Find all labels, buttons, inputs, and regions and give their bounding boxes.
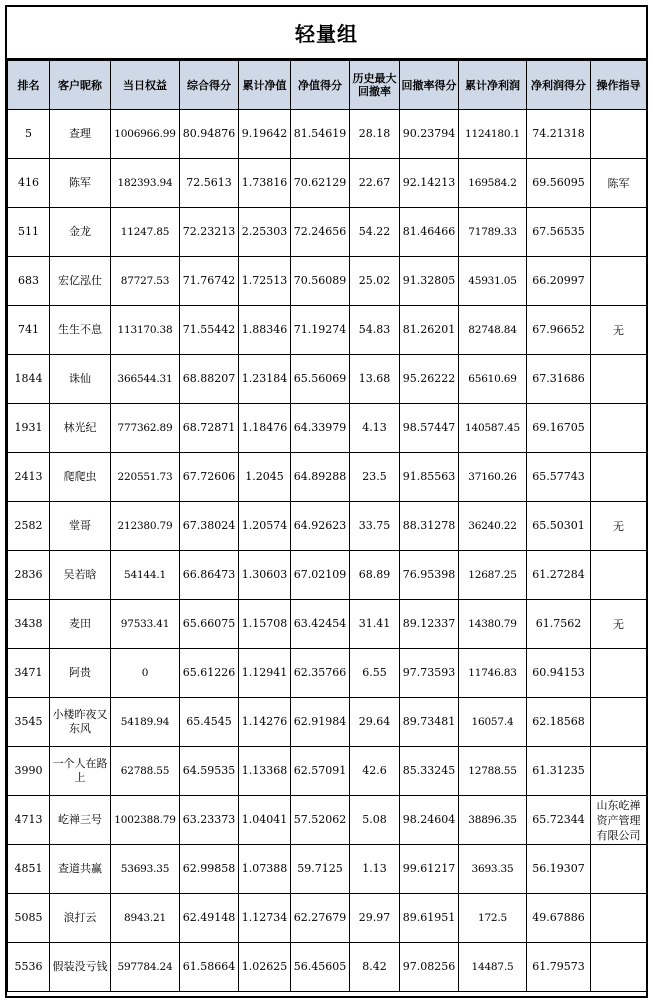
guidance-cell: 无 — [591, 502, 647, 551]
guidance-cell: 陈军 — [591, 159, 647, 208]
total-score-cell: 63.23373 — [180, 796, 239, 845]
table-row — [8, 551, 647, 600]
header-nickname: 客户昵称 — [50, 61, 111, 110]
equity-cell: 97533.41 — [111, 600, 180, 649]
total-score-cell: 68.72871 — [180, 404, 239, 453]
total-score-cell: 80.94876 — [180, 110, 239, 159]
guidance-cell — [591, 845, 647, 894]
nickname-cell: 一个人在路上 — [50, 747, 111, 796]
drawdown-score-cell: 85.33245 — [400, 747, 459, 796]
drawdown-score-cell: 76.95398 — [400, 551, 459, 600]
header-nav: 累计净值 — [239, 61, 291, 110]
nav-score-cell: 67.02109 — [291, 551, 350, 600]
total-score-cell: 67.72606 — [180, 453, 239, 502]
total-score-cell: 71.76742 — [180, 257, 239, 306]
ranking-table — [7, 60, 647, 992]
profit-score-cell: 65.57743 — [527, 453, 591, 502]
net-profit-cell: 82748.84 — [459, 306, 527, 355]
drawdown-cell: 22.67 — [350, 159, 400, 208]
nav-score-cell: 62.57091 — [291, 747, 350, 796]
drawdown-cell: 54.22 — [350, 208, 400, 257]
drawdown-cell: 68.89 — [350, 551, 400, 600]
net-profit-cell: 3693.35 — [459, 845, 527, 894]
drawdown-cell: 29.64 — [350, 698, 400, 747]
rank-cell: 3990 — [8, 747, 50, 796]
drawdown-cell: 13.68 — [350, 355, 400, 404]
equity-cell: 1006966.99 — [111, 110, 180, 159]
nav-cell: 1.73816 — [239, 159, 291, 208]
nav-score-cell: 64.33979 — [291, 404, 350, 453]
nav-cell: 1.13368 — [239, 747, 291, 796]
equity-cell: 11247.85 — [111, 208, 180, 257]
total-score-cell: 65.4545 — [180, 698, 239, 747]
net-profit-cell: 14487.5 — [459, 943, 527, 992]
net-profit-cell: 16057.4 — [459, 698, 527, 747]
nav-cell: 1.15708 — [239, 600, 291, 649]
table-row — [8, 306, 647, 355]
drawdown-cell: 31.41 — [350, 600, 400, 649]
net-profit-cell: 37160.26 — [459, 453, 527, 502]
nav-cell: 1.07388 — [239, 845, 291, 894]
profit-score-cell: 67.56535 — [527, 208, 591, 257]
drawdown-score-cell: 97.73593 — [400, 649, 459, 698]
net-profit-cell: 45931.05 — [459, 257, 527, 306]
drawdown-cell: 54.83 — [350, 306, 400, 355]
total-score-cell: 71.55442 — [180, 306, 239, 355]
rank-cell: 3438 — [8, 600, 50, 649]
profit-score-cell: 65.50301 — [527, 502, 591, 551]
guidance-cell — [591, 698, 647, 747]
total-score-cell: 65.66075 — [180, 600, 239, 649]
guidance-cell: 无 — [591, 600, 647, 649]
rank-cell: 5536 — [8, 943, 50, 992]
drawdown-cell: 25.02 — [350, 257, 400, 306]
total-score-cell: 72.23213 — [180, 208, 239, 257]
equity-cell: 54189.94 — [111, 698, 180, 747]
table-row — [8, 502, 647, 551]
total-score-cell: 62.99858 — [180, 845, 239, 894]
drawdown-cell: 33.75 — [350, 502, 400, 551]
drawdown-cell: 8.42 — [350, 943, 400, 992]
nickname-cell: 爬爬虫 — [50, 453, 111, 502]
nav-cell: 1.2045 — [239, 453, 291, 502]
net-profit-cell: 12687.25 — [459, 551, 527, 600]
total-score-cell: 61.58664 — [180, 943, 239, 992]
equity-cell: 597784.24 — [111, 943, 180, 992]
nav-cell: 1.12734 — [239, 894, 291, 943]
header-net-profit: 累计净利润 — [459, 61, 527, 110]
guidance-cell — [591, 208, 647, 257]
equity-cell: 0 — [111, 649, 180, 698]
table-row — [8, 747, 647, 796]
guidance-cell — [591, 943, 647, 992]
nav-score-cell: 59.7125 — [291, 845, 350, 894]
drawdown-score-cell: 89.12337 — [400, 600, 459, 649]
table-row — [8, 355, 647, 404]
total-score-cell: 68.88207 — [180, 355, 239, 404]
table-row — [8, 257, 647, 306]
equity-cell: 87727.53 — [111, 257, 180, 306]
rank-cell: 2836 — [8, 551, 50, 600]
drawdown-score-cell: 97.08256 — [400, 943, 459, 992]
nav-score-cell: 56.45605 — [291, 943, 350, 992]
nav-cell: 1.88346 — [239, 306, 291, 355]
leaderboard-sheet — [5, 5, 648, 998]
equity-cell: 220551.73 — [111, 453, 180, 502]
rank-cell: 741 — [8, 306, 50, 355]
nav-cell: 1.30603 — [239, 551, 291, 600]
header-row — [8, 61, 647, 110]
profit-score-cell: 61.27284 — [527, 551, 591, 600]
nickname-cell: 假装没亏钱 — [50, 943, 111, 992]
nav-score-cell: 62.35766 — [291, 649, 350, 698]
drawdown-cell: 42.6 — [350, 747, 400, 796]
nickname-cell: 查道共赢 — [50, 845, 111, 894]
profit-score-cell: 69.16705 — [527, 404, 591, 453]
drawdown-score-cell: 89.61951 — [400, 894, 459, 943]
header-equity: 当日权益 — [111, 61, 180, 110]
rank-cell: 2413 — [8, 453, 50, 502]
nav-score-cell: 62.27679 — [291, 894, 350, 943]
nav-score-cell: 63.42454 — [291, 600, 350, 649]
net-profit-cell: 36240.22 — [459, 502, 527, 551]
guidance-cell — [591, 551, 647, 600]
total-score-cell: 66.86473 — [180, 551, 239, 600]
header-rank: 排名 — [8, 61, 50, 110]
rank-cell: 3471 — [8, 649, 50, 698]
drawdown-score-cell: 88.31278 — [400, 502, 459, 551]
net-profit-cell: 71789.33 — [459, 208, 527, 257]
rank-cell: 4713 — [8, 796, 50, 845]
table-row — [8, 110, 647, 159]
nav-score-cell: 72.24656 — [291, 208, 350, 257]
guidance-cell — [591, 453, 647, 502]
header-guidance: 操作指导 — [591, 61, 647, 110]
rank-cell: 1931 — [8, 404, 50, 453]
drawdown-score-cell: 91.85563 — [400, 453, 459, 502]
table-row — [8, 796, 647, 845]
drawdown-cell: 4.13 — [350, 404, 400, 453]
equity-cell: 113170.38 — [111, 306, 180, 355]
profit-score-cell: 67.31686 — [527, 355, 591, 404]
equity-cell: 1002388.79 — [111, 796, 180, 845]
drawdown-score-cell: 90.23794 — [400, 110, 459, 159]
equity-cell: 54144.1 — [111, 551, 180, 600]
net-profit-cell: 11746.83 — [459, 649, 527, 698]
total-score-cell: 62.49148 — [180, 894, 239, 943]
total-score-cell: 65.61226 — [180, 649, 239, 698]
profit-score-cell: 61.79573 — [527, 943, 591, 992]
guidance-cell — [591, 404, 647, 453]
net-profit-cell: 14380.79 — [459, 600, 527, 649]
nickname-cell: 堂哥 — [50, 502, 111, 551]
nickname-cell: 小楼昨夜又东风 — [50, 698, 111, 747]
guidance-cell — [591, 747, 647, 796]
net-profit-cell: 1124180.1 — [459, 110, 527, 159]
guidance-cell — [591, 649, 647, 698]
nickname-cell: 吴若晗 — [50, 551, 111, 600]
nickname-cell: 宏亿泓仕 — [50, 257, 111, 306]
table-row — [8, 943, 647, 992]
nav-score-cell: 70.62129 — [291, 159, 350, 208]
nav-score-cell: 71.19274 — [291, 306, 350, 355]
total-score-cell: 67.38024 — [180, 502, 239, 551]
rank-cell: 511 — [8, 208, 50, 257]
drawdown-score-cell: 81.26201 — [400, 306, 459, 355]
nav-cell: 1.12941 — [239, 649, 291, 698]
header-profit-score: 净利润得分 — [527, 61, 591, 110]
table-title: 轻量组 — [7, 7, 646, 60]
drawdown-cell: 23.5 — [350, 453, 400, 502]
drawdown-score-cell: 98.24604 — [400, 796, 459, 845]
nav-score-cell: 64.89288 — [291, 453, 350, 502]
profit-score-cell: 61.31235 — [527, 747, 591, 796]
header-drawdown-score: 回撤率得分 — [400, 61, 459, 110]
net-profit-cell: 140587.45 — [459, 404, 527, 453]
net-profit-cell: 12788.55 — [459, 747, 527, 796]
drawdown-score-cell: 99.61217 — [400, 845, 459, 894]
guidance-cell — [591, 894, 647, 943]
guidance-cell — [591, 355, 647, 404]
nickname-cell: 诛仙 — [50, 355, 111, 404]
equity-cell: 8943.21 — [111, 894, 180, 943]
total-score-cell: 64.59535 — [180, 747, 239, 796]
header-nav-score: 净值得分 — [291, 61, 350, 110]
net-profit-cell: 172.5 — [459, 894, 527, 943]
drawdown-score-cell: 91.32805 — [400, 257, 459, 306]
nav-cell: 1.14276 — [239, 698, 291, 747]
profit-score-cell: 74.21318 — [527, 110, 591, 159]
nav-cell: 1.02625 — [239, 943, 291, 992]
rank-cell: 416 — [8, 159, 50, 208]
equity-cell: 212380.79 — [111, 502, 180, 551]
table-row — [8, 208, 647, 257]
nickname-cell: 陈军 — [50, 159, 111, 208]
table-row — [8, 845, 647, 894]
rank-cell: 3545 — [8, 698, 50, 747]
nav-cell: 1.72513 — [239, 257, 291, 306]
nickname-cell: 生生不息 — [50, 306, 111, 355]
nav-score-cell: 57.52062 — [291, 796, 350, 845]
nav-cell: 1.18476 — [239, 404, 291, 453]
equity-cell: 777362.89 — [111, 404, 180, 453]
nav-cell: 1.20574 — [239, 502, 291, 551]
drawdown-cell: 1.13 — [350, 845, 400, 894]
nav-score-cell: 70.56089 — [291, 257, 350, 306]
drawdown-cell: 6.55 — [350, 649, 400, 698]
drawdown-score-cell: 98.57447 — [400, 404, 459, 453]
total-score-cell: 72.5613 — [180, 159, 239, 208]
nickname-cell: 查理 — [50, 110, 111, 159]
header-max-drawdown: 历史最大回撤率 — [350, 61, 400, 110]
drawdown-score-cell: 89.73481 — [400, 698, 459, 747]
drawdown-score-cell: 92.14213 — [400, 159, 459, 208]
rank-cell: 2582 — [8, 502, 50, 551]
rank-cell: 5085 — [8, 894, 50, 943]
table-row — [8, 698, 647, 747]
profit-score-cell: 56.19307 — [527, 845, 591, 894]
nav-score-cell: 64.92623 — [291, 502, 350, 551]
profit-score-cell: 67.96652 — [527, 306, 591, 355]
profit-score-cell: 66.20997 — [527, 257, 591, 306]
header-total-score: 综合得分 — [180, 61, 239, 110]
table-row — [8, 649, 647, 698]
equity-cell: 62788.55 — [111, 747, 180, 796]
nickname-cell: 金龙 — [50, 208, 111, 257]
nav-score-cell: 65.56069 — [291, 355, 350, 404]
drawdown-score-cell: 81.46466 — [400, 208, 459, 257]
rank-cell: 4851 — [8, 845, 50, 894]
guidance-cell — [591, 257, 647, 306]
nav-cell: 1.23184 — [239, 355, 291, 404]
profit-score-cell: 65.72344 — [527, 796, 591, 845]
guidance-cell: 无 — [591, 306, 647, 355]
table-row — [8, 894, 647, 943]
drawdown-cell: 5.08 — [350, 796, 400, 845]
nickname-cell: 屹禅三号 — [50, 796, 111, 845]
drawdown-cell: 29.97 — [350, 894, 400, 943]
drawdown-cell: 28.18 — [350, 110, 400, 159]
guidance-cell — [591, 110, 647, 159]
equity-cell: 182393.94 — [111, 159, 180, 208]
table-row — [8, 600, 647, 649]
rank-cell: 683 — [8, 257, 50, 306]
profit-score-cell: 69.56095 — [527, 159, 591, 208]
net-profit-cell: 169584.2 — [459, 159, 527, 208]
table-body — [8, 110, 647, 992]
rank-cell: 5 — [8, 110, 50, 159]
nickname-cell: 阿贵 — [50, 649, 111, 698]
equity-cell: 53693.35 — [111, 845, 180, 894]
rank-cell: 1844 — [8, 355, 50, 404]
nickname-cell: 林光纪 — [50, 404, 111, 453]
table-row — [8, 159, 647, 208]
table-row — [8, 453, 647, 502]
nickname-cell: 麦田 — [50, 600, 111, 649]
table-row — [8, 404, 647, 453]
nav-cell: 1.04041 — [239, 796, 291, 845]
profit-score-cell: 61.7562 — [527, 600, 591, 649]
net-profit-cell: 38896.35 — [459, 796, 527, 845]
net-profit-cell: 65610.69 — [459, 355, 527, 404]
profit-score-cell: 62.18568 — [527, 698, 591, 747]
nav-score-cell: 62.91984 — [291, 698, 350, 747]
drawdown-score-cell: 95.26222 — [400, 355, 459, 404]
nav-cell: 9.19642 — [239, 110, 291, 159]
profit-score-cell: 49.67886 — [527, 894, 591, 943]
nav-score-cell: 81.54619 — [291, 110, 350, 159]
nav-cell: 2.25303 — [239, 208, 291, 257]
nickname-cell: 浪打云 — [50, 894, 111, 943]
profit-score-cell: 60.94153 — [527, 649, 591, 698]
equity-cell: 366544.31 — [111, 355, 180, 404]
guidance-cell: 山东屹禅资产管理有限公司 — [591, 796, 647, 845]
